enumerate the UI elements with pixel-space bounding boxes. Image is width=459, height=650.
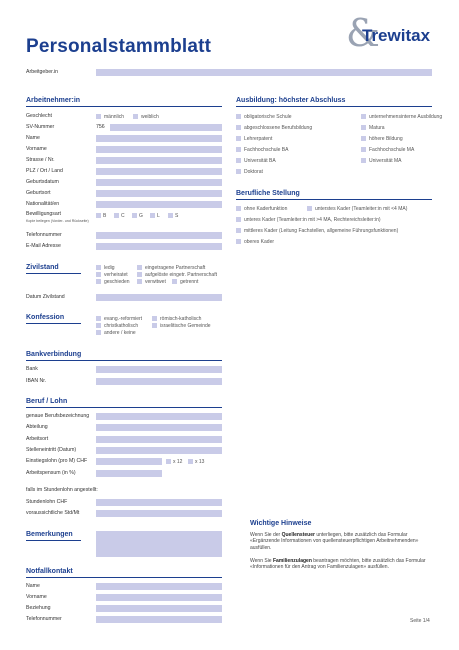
employer-field[interactable] (96, 69, 432, 76)
stundenlohn-label: Stundenlohn CHF (26, 499, 68, 505)
stelleneintritt-label: Stelleneintritt (Datum) (26, 447, 77, 453)
getrennt-checkbox[interactable] (172, 279, 177, 284)
section-bemerkungen: Bemerkungen (26, 531, 73, 538)
bewilligung-label: Bewilligungsart (26, 211, 61, 217)
einstiegslohn-label: Einstiegslohn (pro M) CHF (26, 458, 88, 464)
stellung-option: unteres Kader (Teamleiter:in mit >4 MA, Rechtereichsleiter:in) (244, 216, 381, 223)
page-number: Seite 1/4 (410, 618, 430, 624)
ausbildung-checkbox[interactable] (361, 125, 366, 130)
email-label: E-Mail Adresse (26, 243, 61, 249)
stellung-checkbox[interactable] (236, 217, 241, 222)
geschieden-option: geschieden (104, 278, 130, 285)
stundenlohn-intro: falls im Stundenlohn angestellt: (26, 487, 98, 493)
bemerkungen-field[interactable] (96, 531, 222, 557)
ausbildung-checkbox[interactable] (236, 169, 241, 174)
section-bank: Bankverbindung (26, 351, 82, 358)
section-stellung: Berufliche Stellung (236, 190, 300, 197)
section-notfall: Notfallkontakt (26, 568, 73, 575)
section-beruf: Beruf / Lohn (26, 398, 68, 405)
eingetragen-option: eingetragene Partnerschaft (145, 264, 206, 271)
berufsbezeichnung-label: genaue Berufsbezeichnung (26, 413, 90, 419)
ausbildung-option: Universität BA (244, 157, 276, 164)
stellung-option: unterstes Kader (Teamleiter:in mit <4 MA) (315, 205, 408, 212)
notfall-vorname-label: Vorname (26, 594, 47, 600)
name-label: Name (26, 135, 40, 141)
logo-text: Trewitax (362, 26, 431, 45)
ausbildung-option: Fachhochschule MA (369, 146, 415, 153)
ausbildung-option: Universität MA (369, 157, 402, 164)
permit-b-option: B (103, 212, 107, 219)
page-title: Personalstammblatt (26, 36, 212, 57)
hinweise-title: Wichtige Hinweise (250, 520, 312, 527)
male-checkbox[interactable] (96, 114, 101, 119)
female-option: weiblich (141, 113, 159, 120)
hinweise-quellensteuer: Wenn Sie der Quellensteuer unterliegen, bitte zusätzlich das Formular «Ergänzende Informationen von quellensteuerpflichtigen Arbeitnehmenden» ausfüllen. (250, 532, 419, 551)
reformiert-option: evang.-reformiert (104, 315, 143, 322)
divider (26, 407, 222, 408)
geburtsdatum-field[interactable] (96, 179, 222, 186)
geburtsort-field[interactable] (96, 190, 222, 197)
israelitisch-checkbox[interactable] (152, 323, 157, 328)
ausbildung-option: Fachhochschule BA (244, 146, 289, 153)
stelleneintritt-field[interactable] (96, 447, 222, 454)
verwitwet-option: verwitwet (145, 278, 166, 285)
vorname-label: Vorname (26, 146, 47, 152)
arbeitsort-label: Arbeitsort (26, 436, 49, 442)
ausbildung-checkbox[interactable] (361, 136, 366, 141)
verheiratet-checkbox[interactable] (96, 272, 101, 277)
divider (26, 360, 222, 361)
geburtsort-label: Geburtsort (26, 190, 51, 196)
trewitax-logo (346, 11, 442, 56)
strasse-label: Strasse / Nr. (26, 157, 55, 163)
nationalitaet-field[interactable] (96, 201, 222, 208)
ausbildung-checkbox[interactable] (361, 158, 366, 163)
vorname-field[interactable] (96, 146, 222, 153)
permit-g-checkbox[interactable] (132, 213, 137, 218)
stellung-checkbox[interactable] (236, 206, 241, 211)
andere-option: andere / keine (104, 329, 136, 336)
telefon-label: Telefonnummer (26, 232, 62, 238)
ledig-checkbox[interactable] (96, 265, 101, 270)
abteilung-label: Abteilung (26, 424, 48, 430)
eingetragen-checkbox[interactable] (137, 265, 142, 270)
section-zivilstand: Zivilstand (26, 264, 59, 271)
datum-zivilstand-label: Datum Zivilstand (26, 294, 65, 300)
reformiert-checkbox[interactable] (96, 316, 101, 321)
stellung-option: oberes Kader (244, 238, 275, 245)
stunden-label: voraussichtliche Std/Mt (26, 510, 80, 516)
ausbildung-checkbox[interactable] (236, 136, 241, 141)
section-arbeitnehmer: Arbeitnehmer:in (26, 97, 81, 104)
section-ausbildung: Ausbildung: höchster Abschluss (236, 97, 346, 104)
notfall-telefon-field[interactable] (96, 616, 222, 623)
iban-label: IBAN Nr. (26, 378, 47, 384)
plz-field[interactable] (96, 168, 222, 175)
notfall-beziehung-field[interactable] (96, 605, 222, 612)
ausbildung-checkbox[interactable] (236, 114, 241, 119)
ausbildung-option: unternehmensinterne Ausbildung (369, 113, 443, 120)
divider (236, 199, 432, 200)
verwitwet-checkbox[interactable] (137, 279, 142, 284)
ausbildung-option: höhere Bildung (369, 135, 403, 142)
divider (26, 323, 81, 324)
stundenlohn-field[interactable] (96, 499, 222, 506)
ausbildung-option: Doktorat (244, 168, 263, 175)
permit-s-checkbox[interactable] (168, 213, 173, 218)
abteilung-field[interactable] (96, 424, 222, 431)
notfall-telefon-label: Telefonnummer (26, 616, 62, 622)
x12-option: x 12 (173, 458, 183, 465)
ausbildung-checkbox[interactable] (361, 114, 366, 119)
email-field[interactable] (96, 243, 222, 250)
permit-b-checkbox[interactable] (96, 213, 101, 218)
ausbildung-option: Matura (369, 124, 385, 131)
katholisch-option: römisch-katholisch (160, 315, 202, 322)
ausbildung-option: obligatorische Schule (244, 113, 292, 120)
aufgeloest-option: aufgelöste eingetr. Partnerschaft (145, 271, 217, 278)
notfall-name-label: Name (26, 583, 40, 589)
permit-l-checkbox[interactable] (150, 213, 155, 218)
arbeitsort-field[interactable] (96, 436, 222, 443)
strasse-field[interactable] (96, 157, 222, 164)
israelitisch-option: israelitische Gemeinde (160, 322, 211, 329)
sv-prefix: 756 (96, 124, 105, 130)
stunden-field[interactable] (96, 510, 222, 517)
bewilligung-note: Kopie beilegen (Vorder- und Rückseite) (26, 219, 89, 223)
iban-field[interactable] (96, 378, 222, 385)
geschlecht-label: Geschlecht (26, 113, 52, 119)
permit-c-checkbox[interactable] (114, 213, 119, 218)
bank-field[interactable] (96, 366, 222, 373)
stellung-checkbox[interactable] (236, 239, 241, 244)
geschieden-checkbox[interactable] (96, 279, 101, 284)
permit-s-option: S (175, 212, 179, 219)
ausbildung-option: abgeschlossene Berufsbildung (244, 124, 313, 131)
aufgeloest-checkbox[interactable] (137, 272, 142, 277)
pensum-field[interactable] (96, 470, 162, 477)
logo-ampersand: & (346, 11, 380, 55)
telefon-field[interactable] (96, 232, 222, 239)
ausbildung-checkbox[interactable] (236, 125, 241, 130)
katholisch-checkbox[interactable] (152, 316, 157, 321)
ausbildung-option: Lehrerpatent (244, 135, 273, 142)
stellung-option: ohne Kaderfunktion (244, 205, 288, 212)
christkatholisch-checkbox[interactable] (96, 323, 101, 328)
x13-option: x 13 (195, 458, 205, 465)
employer-label: Arbeitgeber.in (26, 69, 59, 75)
plz-label: PLZ / Ort / Land (26, 168, 63, 174)
x12-checkbox[interactable] (166, 459, 171, 464)
nationalitaet-label: Nationalität/en (26, 201, 60, 207)
einstiegslohn-field[interactable] (96, 458, 162, 465)
sv-label: SV-Nummer (26, 124, 55, 130)
ledig-option: ledig (104, 264, 115, 271)
divider (26, 273, 81, 274)
section-konfession: Konfession (26, 314, 65, 321)
notfall-vorname-field[interactable] (96, 594, 222, 601)
geburtsdatum-label: Geburtsdatum (26, 179, 59, 185)
stellung-checkbox[interactable] (236, 228, 241, 233)
stellung-checkbox[interactable] (307, 206, 312, 211)
datum-zivilstand-field[interactable] (96, 294, 222, 301)
x13-checkbox[interactable] (188, 459, 193, 464)
ausbildung-checkbox[interactable] (361, 147, 366, 152)
verheiratet-option: verheiratet (104, 271, 128, 278)
berufsbezeichnung-field[interactable] (96, 413, 222, 420)
stellung-option: mittleres Kader (Leitung Fachstellen, allgemeine Führungsfunktionen) (244, 227, 399, 234)
getrennt-option: getrennt (180, 278, 199, 285)
permit-g-option: G (139, 212, 143, 219)
ausbildung-checkbox[interactable] (236, 158, 241, 163)
andere-checkbox[interactable] (96, 330, 101, 335)
bank-label: Bank (26, 366, 38, 372)
name-field[interactable] (96, 135, 222, 142)
sv-field[interactable] (110, 124, 222, 131)
pensum-label: Arbeitspensum (in %) (26, 470, 76, 476)
permit-c-option: C (121, 212, 125, 219)
ausbildung-checkbox[interactable] (236, 147, 241, 152)
permit-l-option: L (157, 212, 160, 219)
divider (236, 106, 432, 107)
notfall-beziehung-label: Beziehung (26, 605, 51, 611)
divider (26, 577, 222, 578)
christkatholisch-option: christkatholisch (104, 322, 139, 329)
male-option: männlich (104, 113, 125, 120)
notfall-name-field[interactable] (96, 583, 222, 590)
divider (26, 540, 81, 541)
divider (26, 106, 222, 107)
female-checkbox[interactable] (133, 114, 138, 119)
hinweise-familienzulagen: Wenn Sie Familienzulagen beantragen möchten, bitte zusätzlich das Formular «Informationen für den Antrag von Familienzulagen» ausfüllen. (250, 558, 426, 571)
